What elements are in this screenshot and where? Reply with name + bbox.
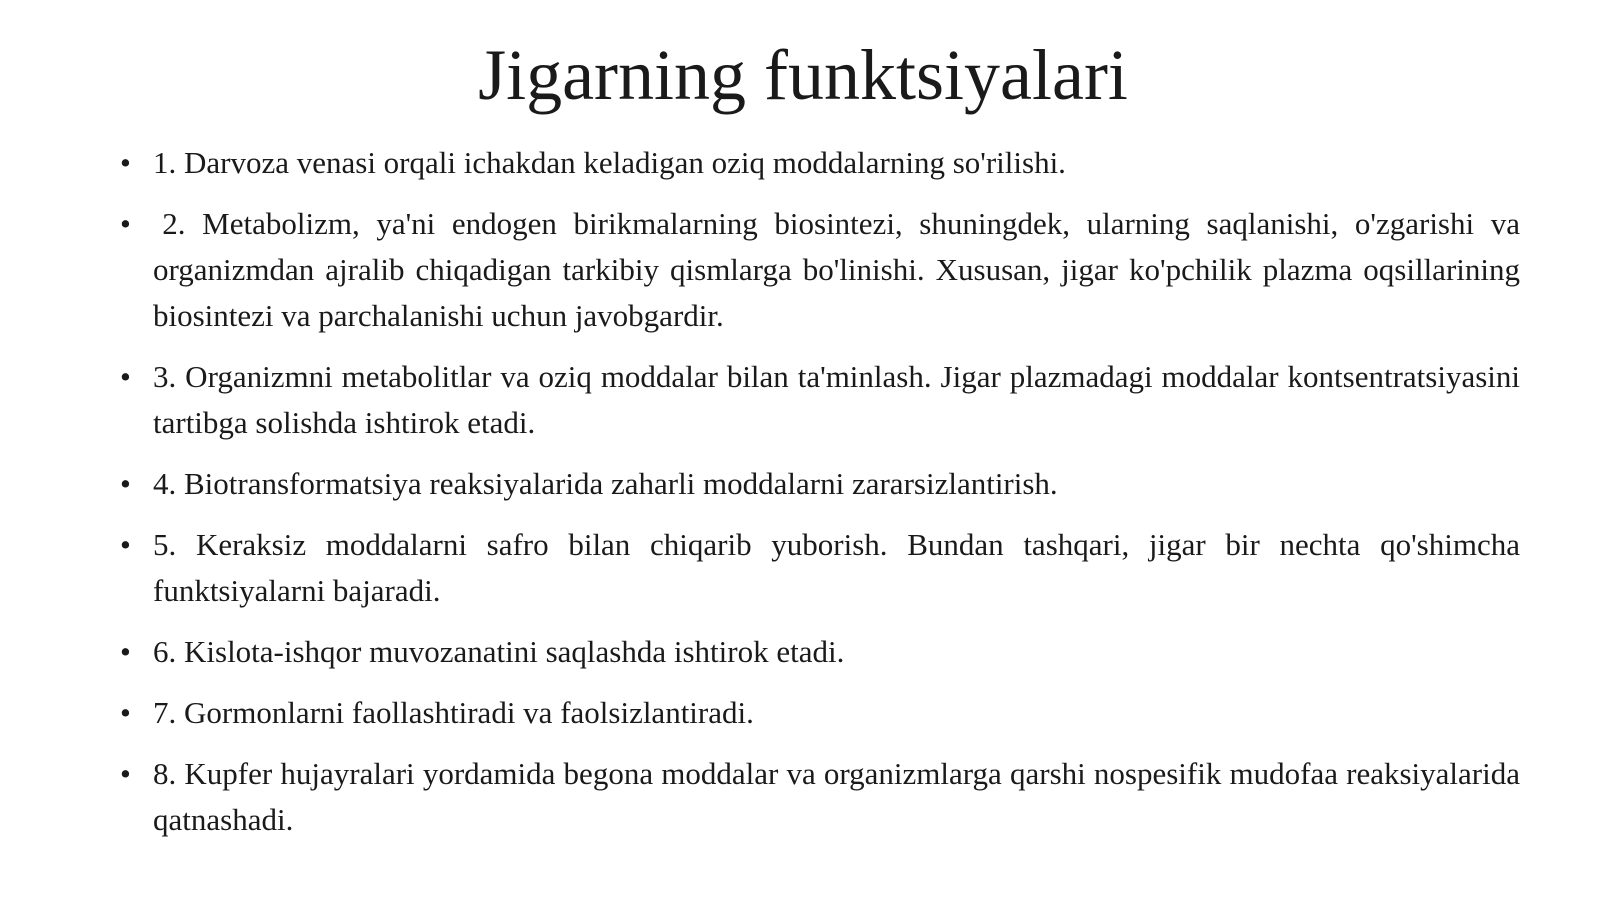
list-item xyxy=(120,201,1520,339)
list-item-text: 3. Organizmni metabolitlar va oziq moddalar bilan ta'minlash. Jigar plazmadagi moddalar kontsentratsiyasini tartibga solishda ishtirok etadi. xyxy=(153,359,1520,440)
bullet-list xyxy=(120,140,1520,858)
bullet-icon: • xyxy=(120,756,131,791)
list-item-text: 6. Kislota-ishqor muvozanatini saqlashda ishtirok etadi. xyxy=(153,634,845,669)
list-item xyxy=(120,690,1520,736)
list-item-text: 5. Keraksiz moddalarni safro bilan chiqarib yuborish. Bundan tashqari, jigar bir nechta qo'shimcha funktsiyalarni bajaradi. xyxy=(153,527,1520,608)
list-item-text: 2. Metabolizm, ya'ni endogen birikmalarning biosintezi, shuningdek, ularning saqlanishi, o'zgarishi va organizmdan ajralib chiqadigan tarkibiy qismlarga bo'linishi. Xususan, jigar ko'pchilik plazma oqsillarining biosintezi va parchalanishi uchun javobgardir. xyxy=(153,206,1520,333)
bullet-icon: • xyxy=(120,145,131,180)
list-item xyxy=(120,629,1520,675)
bullet-icon: • xyxy=(120,206,131,241)
list-item xyxy=(120,140,1520,186)
bullet-icon: • xyxy=(120,359,131,394)
slide-title: Jigarning funktsiyalari xyxy=(478,35,1128,115)
list-item xyxy=(120,522,1520,614)
bullet-icon: • xyxy=(120,634,131,669)
bullet-icon: • xyxy=(120,527,131,562)
list-item xyxy=(120,461,1520,507)
list-item-text: 4. Biotransformatsiya reaksiyalarida zaharli moddalarni zararsizlantirish. xyxy=(153,466,1058,501)
list-item xyxy=(120,751,1520,843)
list-item-text: 8. Kupfer hujayralari yordamida begona moddalar va organizmlarga qarshi nospesifik mudofaa reaksiyalarida qatnashadi. xyxy=(153,756,1520,837)
bullet-icon: • xyxy=(120,695,131,730)
list-item-text: 7. Gormonlarni faollashtiradi va faolsizlantiradi. xyxy=(153,695,754,730)
list-item xyxy=(120,354,1520,446)
bullet-icon: • xyxy=(120,466,131,501)
list-item-text: 1. Darvoza venasi orqali ichakdan keladigan oziq moddalarning so'rilishi. xyxy=(153,145,1066,180)
